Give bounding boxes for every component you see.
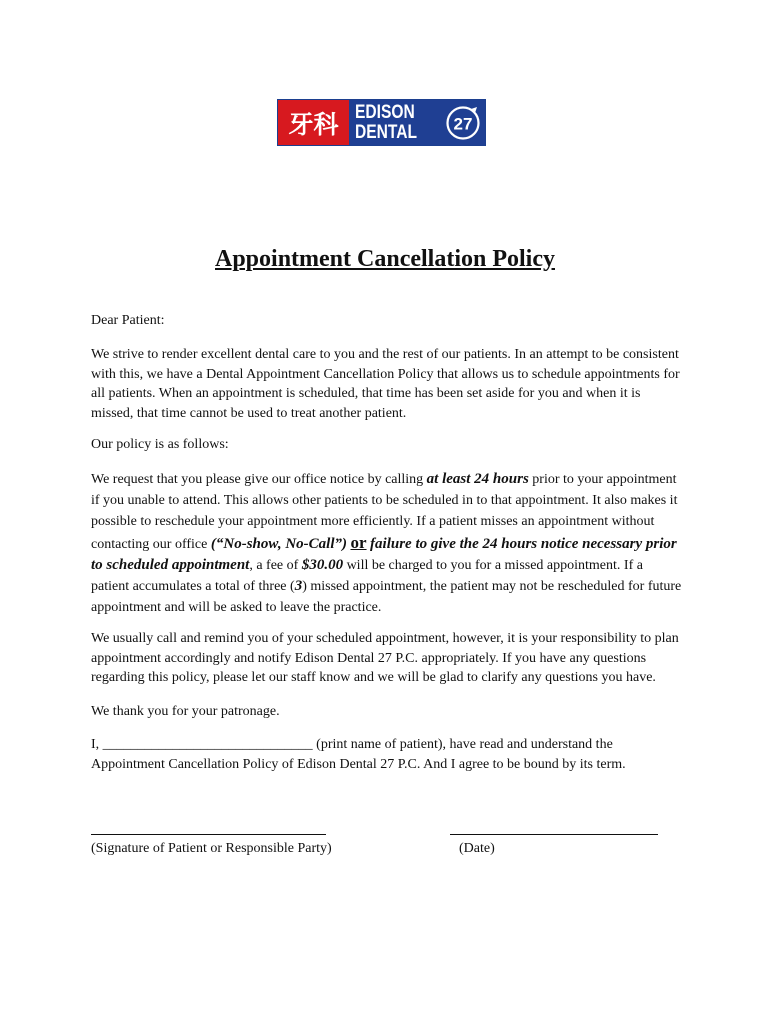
late-notice-term: failure to give the 24 hours notice necessary prior to scheduled appointment: [91, 536, 677, 573]
policy-lead: Our policy is as follows:: [91, 437, 229, 452]
edison-dental-logo: [277, 99, 486, 146]
salutation: Dear Patient:: [91, 313, 165, 328]
date-caption: (Date): [459, 841, 495, 856]
logo-27-badge-icon: [445, 105, 481, 141]
intro-paragraph: We strive to render excellent dental care to you and the rest of our patients. In an attempt to be consistent with this, we have a Dental Appointment Cancellation Policy that allows us to schedule appointments for all patients. When an appointment is scheduled, that time has been set aside for you and when it is missed, that time cannot be used to treat another patient.: [91, 347, 680, 421]
logo-wordmark: [349, 100, 485, 145]
date-line[interactable]: [450, 834, 658, 835]
logo-line-edison: EDISON: [355, 101, 415, 123]
logo-number: 27: [453, 114, 473, 133]
notice-period: at least 24 hours: [426, 471, 529, 487]
signature-line[interactable]: [91, 834, 326, 835]
reminder-paragraph: We usually call and remind you of your scheduled appointment, however, it is your responsibility to plan appointment accordingly and notify Edison Dental 27 P.C. appropriately. If you have any questions regarding this policy, please let our staff know and we will be glad to clarify any questions you have.: [91, 631, 679, 685]
patient-name-blank[interactable]: ______________________________: [102, 737, 313, 752]
missed-fee: $30.00: [301, 557, 344, 573]
acknowledgement-paragraph: I, ______________________________ (print name of patient), have read and understand the Appointment Cancellation Policy of Edison Dental 27 P.C. And I agree to be bound by its term.: [91, 737, 626, 772]
no-show-term: (“No-show, No-Call”): [210, 536, 347, 552]
missed-count: 3: [294, 578, 303, 594]
thanks-line: We thank you for your patronage.: [91, 704, 280, 719]
or-word: or: [350, 533, 367, 552]
signature-caption: (Signature of Patient or Responsible Party): [91, 841, 332, 856]
logo-chinese-text: 牙科: [278, 100, 349, 145]
logo-line-dental: DENTAL: [355, 121, 418, 143]
policy-paragraph: We request that you please give our office notice by calling at least 24 hours prior to your appointment if you unable to attend. This allows other patients to be scheduled in to that appointment. It also makes it possible to reschedule your appointment more efficiently. If a patient misses an appointment without contacting our office (“No-show, No-Call”) or failure to give the 24 hours notice necessary prior to scheduled appointment, a fee of $30.00 will be charged to you for a missed appointment. If a patient accumulates a total of three (3) missed appointment, the patient may not be rescheduled for future appointment and will be asked to leave the practice.: [91, 471, 682, 615]
document-title: Appointment Cancellation Policy: [215, 246, 555, 272]
